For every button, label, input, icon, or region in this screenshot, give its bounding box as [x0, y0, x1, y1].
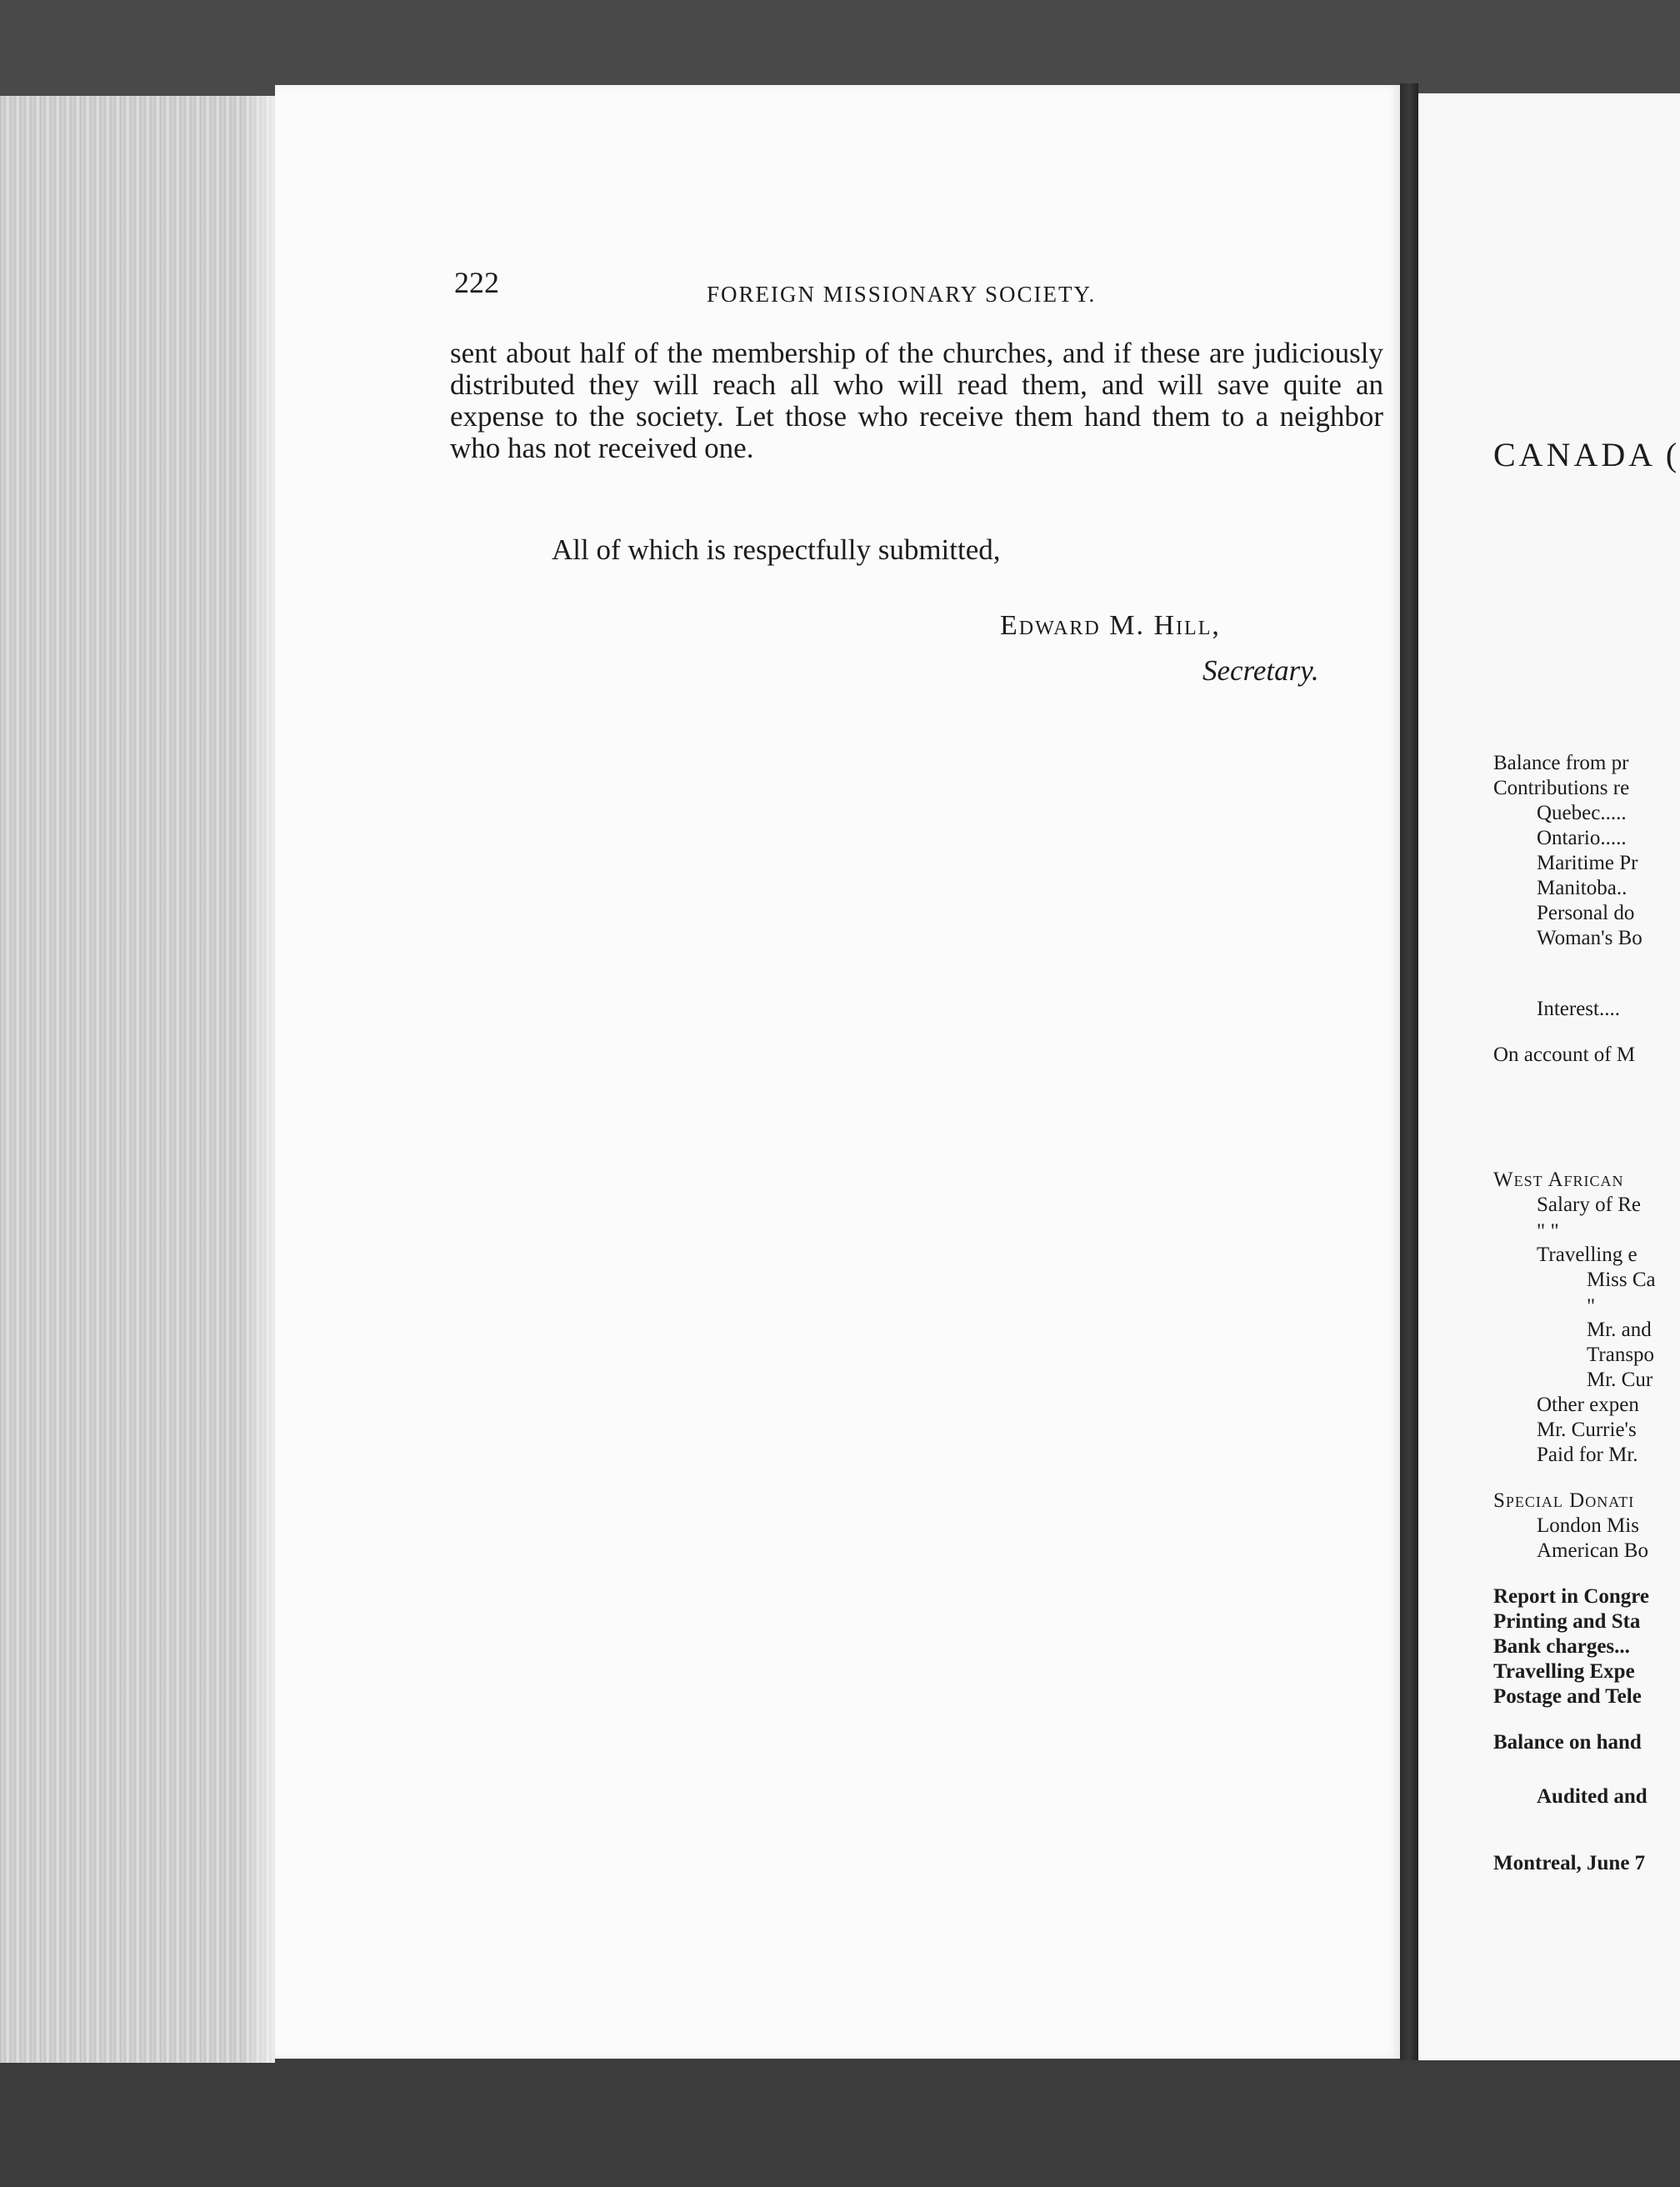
- ledger-line: Special Donati: [1493, 1489, 1635, 1512]
- book-gutter: [1400, 83, 1418, 2060]
- ledger-line: " ": [1537, 1220, 1559, 1243]
- ledger-line: Transpo: [1587, 1344, 1655, 1366]
- ledger-line: Manitoba..: [1537, 877, 1628, 899]
- ledger-line: Audited and: [1537, 1785, 1648, 1808]
- ledger-line: Personal do: [1537, 902, 1635, 924]
- ledger-line: Mr. Cur: [1587, 1369, 1653, 1391]
- ledger-line: Quebec.....: [1537, 802, 1627, 824]
- ledger-line: Report in Congre: [1493, 1585, 1650, 1608]
- page-edges-stack: [0, 96, 275, 2063]
- ledger-line: Mr. and: [1587, 1319, 1652, 1341]
- ledger-line: On account of M: [1493, 1043, 1636, 1066]
- ledger-line: West African: [1493, 1169, 1624, 1191]
- body-paragraph-block: [450, 338, 1383, 464]
- ledger-line: ": [1587, 1295, 1596, 1318]
- ledger-line: Other expen: [1537, 1394, 1639, 1416]
- scan-bottom-edge: [0, 2059, 1680, 2187]
- ledger-line: Interest....: [1537, 998, 1620, 1020]
- ledger-line: Travelling e: [1537, 1244, 1638, 1266]
- ledger-line: Salary of Re: [1537, 1194, 1641, 1216]
- ledger-line: Printing and Sta: [1493, 1610, 1641, 1633]
- ledger-line: Balance from pr: [1493, 752, 1629, 774]
- body-paragraph: sent about half of the membership of the churches, and if these are judiciously distributed they will reach all who will read them, and will save quite an expense to the society. Let those who receive them hand them to a neighbor who has not received one.: [450, 337, 1383, 464]
- ledger-line: American Bo: [1537, 1539, 1648, 1562]
- right-page: [1418, 93, 1680, 2060]
- ledger-line: Travelling Expe: [1493, 1660, 1635, 1683]
- ledger-line: Maritime Pr: [1537, 852, 1638, 874]
- running-head: FOREIGN MISSIONARY SOCIETY.: [707, 282, 1097, 307]
- signature-name: Edward M. Hill,: [1000, 610, 1221, 641]
- ledger-line: Miss Ca: [1587, 1269, 1656, 1291]
- page-number: 222: [454, 266, 499, 299]
- ledger-line: Postage and Tele: [1493, 1685, 1642, 1708]
- ledger-line: Bank charges...: [1493, 1635, 1630, 1658]
- ledger-line: Contributions re: [1493, 777, 1630, 799]
- ledger-line: Ontario.....: [1537, 827, 1627, 849]
- ledger-line: Mr. Currie's: [1537, 1419, 1637, 1441]
- ledger-line: Woman's Bo: [1537, 927, 1642, 949]
- ledger-line: Paid for Mr.: [1537, 1444, 1638, 1466]
- right-page-title: CANADA (: [1493, 436, 1680, 473]
- signature-title: Secretary.: [1202, 654, 1319, 687]
- ledger-line: Montreal, June 7: [1493, 1852, 1646, 1874]
- ledger-line: Balance on hand: [1493, 1731, 1642, 1754]
- closing-line: All of which is respectfully submitted,: [552, 533, 1001, 566]
- ledger-line: London Mis: [1537, 1514, 1639, 1537]
